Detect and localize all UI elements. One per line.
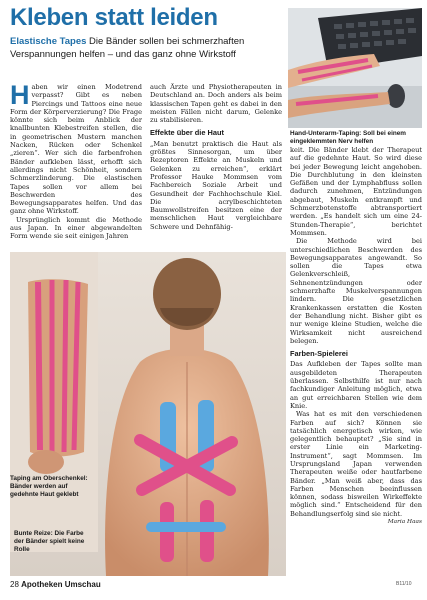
col1-paragraph-1: Haben wir einen Modetrend verpasst? Gibt es neben Piercings und Tattoos eine neue Form der Körperverzierung? Die Frage könnte sich beim Anblick der knallbunten Klebestreifen stellen, die in geometrischen Mustern manchen Nacken, Rücken oder Schenkel „zieren“. Wer sich die farbenfrohen Bänder aufkleben lässt, erhofft sich allerdings nicht Schönheit, sondern Schmerzlinderung. Die elastischen Tapes sollen vor allem bei Beschwerden des Bewegungsapparates helfen. Und das ganz ohne Wirkstoff. [10, 83, 142, 216]
column-1 [10, 83, 142, 248]
back-taping-photo [10, 252, 286, 576]
hand-keyboard-photo [288, 8, 422, 128]
deck [10, 36, 280, 61]
magazine-name: Apotheken Umschau [21, 580, 101, 589]
page-code: B11/10 [396, 581, 412, 587]
page-footer [10, 580, 101, 589]
col3-paragraph-2: Die Methode wird bei unterschiedlichen Beschwerden des Bewegungsapparates angewandt. So sollen die Tapes etwa Gelenkverschleiß, Sehnenentzündungen oder schmerzhafte Muskelverspannungen lindern. Die gesetzlichen Krankenkassen erstatten die Kosten der Behandlung nicht. Bisher gibt es nur wenige kleine Studien, welche die Wirksamkeit nicht ausreichend belegen. [290, 237, 422, 345]
author: Maria Haas [387, 519, 422, 526]
drop-cap: H [10, 83, 30, 110]
col3-paragraph-3: Das Aufkleben der Tapes sollte man ausgebildeten Therapeuten überlassen. Selbsthilfe ist nur nach fachkundiger Anleitung möglich, etwa an gut erreichbaren Stellen wie dem Knie. [290, 360, 422, 410]
col1-paragraph-2: Ursprünglich kommt die Methode aus Japan. In einer abgewandelten Form wende sie seit einigen Jahren [10, 215, 142, 241]
page-number: 28 [10, 580, 19, 589]
caption-back: Bunte Reize: Die Farbe der Bänder spielt keine Rolle [14, 530, 85, 553]
column-3 [290, 146, 422, 576]
caption-thigh: Taping am Oberschenkel: Bänder werden auf gedehnte Haut geklebt [10, 475, 88, 498]
deck-kicker: Elastische Tapes [10, 36, 87, 47]
col2-subhead: Effekte über die Haut [150, 128, 224, 138]
headline: Kleben statt leiden [10, 4, 218, 31]
col3-paragraph-1: keit. Die Bänder klebt der Therapeut auf die gedehnte Haut. So wird diese bei jeder Bewegung leicht angehoben. Die Durchblutung in den kleinsten Gefäßen und der Lymphabfluss sollen dadurch zunehmen, Entzündungen abgebaut, Muskeln entkrampft und Schmerzbotenstoffe abtransportiert werden. „Es handelt sich um eine 24-Stunden-Therapie“, berichtet Mommsen. [290, 146, 422, 237]
col2-paragraph-1: auch Ärzte und Physiotherapeuten in Deutschland an. Doch anders als beim klassischen Tapen geht es dabei in den meisten Fällen nicht darum, Gelenke zu stabilisieren. [150, 83, 282, 125]
caption-hand: Hand-Unterarm-Taping: Soll bei einem eingeklemmten Nerv helfen [290, 130, 406, 145]
col2-paragraph-2: „Man benutzt praktisch die Haut als größtes Sinnesorgan, um über Rezeptoren Effekte an Muskeln und Gelenken zu erreichen“, erklärt Professor Hauke Mommsen vom Fachbereich Soziale Arbeit und Gesundheit der Fachhochschule Kiel. Die acrylbeschichteten Baumwollstreifen besitzen eine der menschlichen Haut vergleichbare Schwere und Dehnfähig- [150, 139, 282, 231]
deck-text: Die Bänder sollen bei schmerzhaften Verspannungen helfen – und das ganz ohne Wirkstoff [10, 36, 245, 60]
column-2 [150, 83, 282, 248]
col3-paragraph-4: Was hat es mit den verschiedenen Farben auf sich? Können sie tatsächlich energetisch wirken, wie gelegentlich behauptet? „Sie sind in erster Linie ein Marketing-Instrument“, sagt Mommsen. Im Ursprungsland Japan verwenden Therapeuten weiße oder hautfarbene Bänder. „Man weiß aber, dass das Farben Menschen beeinflussen können, sodass bisweilen Wirkeffekte möglich sind.“ Entscheidend für den Behandlungserfolg sind sie nicht. [290, 410, 422, 518]
col3-subhead: Farben-Spielerei [290, 349, 348, 359]
